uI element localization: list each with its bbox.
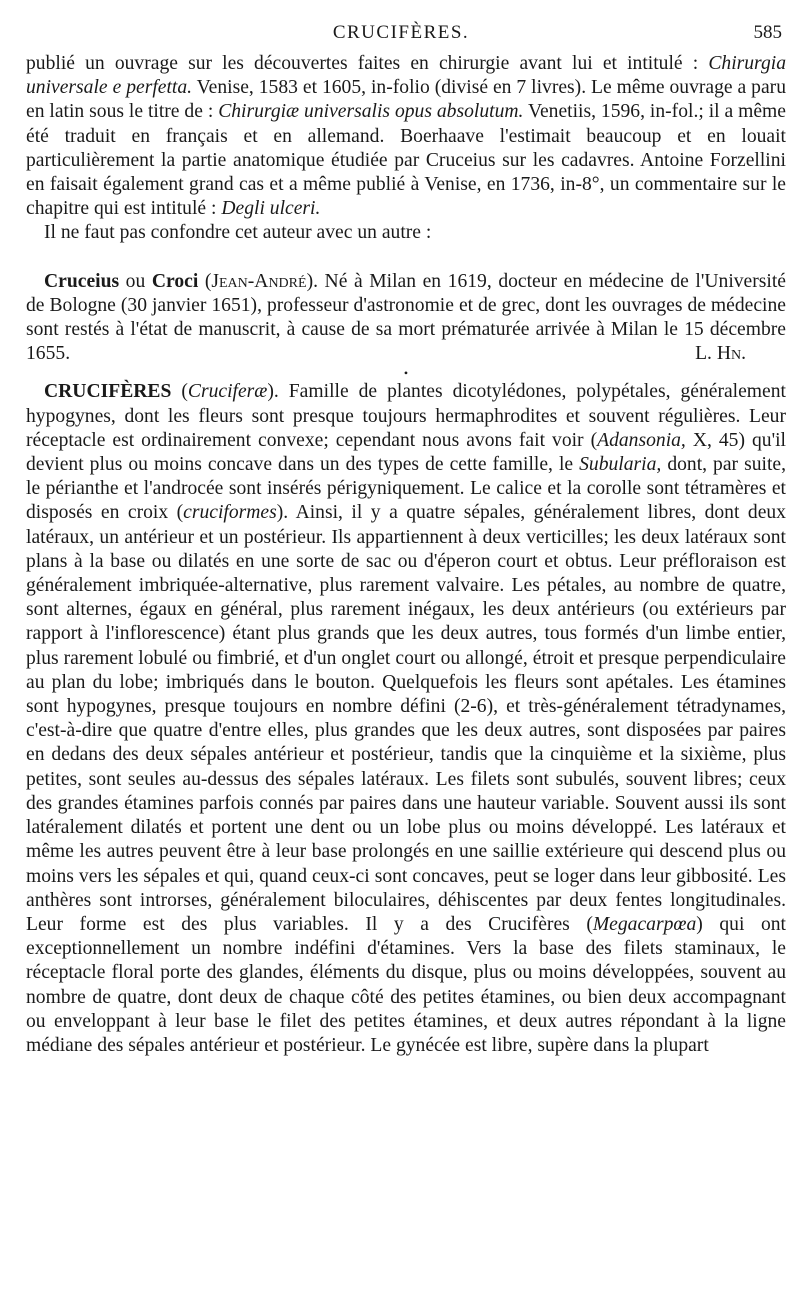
italic-title: Degli ulceri. (221, 198, 321, 220)
entry-headword: Croci (151, 270, 199, 292)
text-run: dont, par suite, le périanthe et l'androcée sont insérés périgyniquement. Le calice et la corolle sont tétramères et disposés en croix ( (26, 454, 786, 524)
running-title: CRUCIFÈRES. (332, 22, 470, 43)
entry-headword: CRUCIFÈRES (44, 381, 172, 403)
text-run: ). Famille de plantes dicotylédones, polypétales, généralement hypogynes, dont les fleurs sont presque toujours hermaphrodites et souvent régulières. Leur réceptacle est ordinairement convexe; cependant nous avons fait voir ( (26, 381, 786, 451)
entry-cruceius-croci (26, 270, 786, 367)
italic-title: Chirurgiæ universalis opus absolutum. (218, 101, 524, 123)
entry-cruciferes (26, 380, 786, 1058)
page-body (26, 52, 786, 1058)
text-run: ). Ainsi, il y a quatre sépales, généralement libres, dont deux latéraux, un antérieur et un postérieur. Ils appartiennent à deux verticilles; les deux latéraux sont plans à la base ou dilatés en une sorte de sac ou d'éperon court et obtus. Leur préfloraison est généralement imbriquée-alternative, plus rarement valvaire. Les pétales, au nombre de quatre, sont alternes, égaux en général, plus rarement inégaux, les deux antérieurs (ou extérieurs par rapport à l'inflorescence) étant plus grands que les deux autres, tous formés d'un limbe entier, plus rarement lobulé ou fimbrié, et d'un onglet court ou allongé, étroit et presque perpendiculaire au plan du lobe; imbriqués dans le bouton. Quelquefois les fleurs sont apétales. Les étamines sont hypogynes, presque toujours en nombre défini (2-6), et très-généralement tétradynames, c'est-à-dire que quatre d'entre elles, plus grandes que les deux autres, sont disposées par paires en dedans des deux sépales antérieur et postérieur, tandis que la cinquième et la sixième, plus petites, sont seules au-dessus des sépales latéraux. Les filets sont subulés, souvent libres; ceux des grandes étamines parfois connés par paires dans une hauteur variable. Souvent aussi ils sont latéralement dilatés et portent une dent ou un lobe plus ou moins développé. Les latéraux et même les autres peuvent être à leur base prolongés en une saillie extérieure qui descend plus ou moins vers les sépales et qui, quand ceux-ci sont concaves, peut se loger dans leur gibbosité. Les anthères sont introrses, généralement biloculaires, déhiscentes par deux fentes longitudinales. Leur forme est des plus variables. Il y a des Crucifères ( (26, 502, 786, 935)
page-number: 585 (753, 22, 782, 43)
entry-headword: Cruceius (44, 270, 120, 292)
text-run: Venise, 1583 et 1605, in-folio (divisé en 7 livres). Le même ouvrage a paru en latin sous le titre de : (26, 77, 786, 123)
text-run: ) qui ont exceptionnellement un nombre indéfini d'étamines. Vers la base des filets staminaux, le réceptacle floral porte des glandes, éléments du disque, plus ou moins développées, souvent au nombre de quatre, dont deux de chaque côté des petites étamines, ou bien deux accompagnant ou enveloppant à leur base le filet des petites étamines, et deux autres répondant à la ligne médiane des sépales antérieur et postérieur. Le gynécée est libre, supère dans la plupart (26, 913, 786, 1056)
text-run: ( (198, 270, 212, 292)
text-run: ). Né à Milan en 1619, docteur en médecine de l'Université de Bologne (30 janvier 1651), professeur d'astronomie et de grec, dont les ouvrages de médecine sont restés à l'état de manuscrit, à cause de sa mort prématurée arrivée à Milan le 15 décembre 1655. (26, 270, 786, 365)
italic-term: Cruciferæ (187, 381, 268, 403)
entry-given-name: Jean-André (211, 270, 307, 292)
page-header (20, 22, 782, 50)
text-run: publié un ouvrage sur les découvertes faites en chirurgie avant lui et intitulé : (26, 53, 709, 74)
author-signature: L. Hn. (695, 343, 746, 365)
italic-term: Megacarpœa (592, 913, 697, 935)
paragraph-note: Il ne faut pas confondre cet auteur avec un autre : (44, 222, 432, 244)
text-run: Venetiis, 1596, in-fol.; il a même été traduit en français et en allemand. Boerhaave l'estimait beaucoup et en louait particulièrement la partie anatomique étudiée par Cruceius sur les cadavres. Antoine Forzellini en faisait également grand cas et a même publié à Venise, en 1736, in-8°, un commentaire sur le chapitre qui est intitulé : (26, 101, 786, 220)
italic-term: Adansonia, (597, 429, 686, 451)
paragraph-chirurgia (26, 52, 786, 221)
separator-dot: • (403, 366, 409, 381)
italic-term: Subularia, (579, 454, 662, 476)
text-run: ou (119, 270, 152, 292)
text-run: ( (171, 381, 188, 403)
italic-term: cruciformes (183, 502, 277, 524)
text-run: X, 45) qu'il devient plus ou moins concave dans un des types de cette famille, le (26, 429, 787, 476)
italic-title: Chirurgia universale e perfetta. (26, 53, 786, 99)
